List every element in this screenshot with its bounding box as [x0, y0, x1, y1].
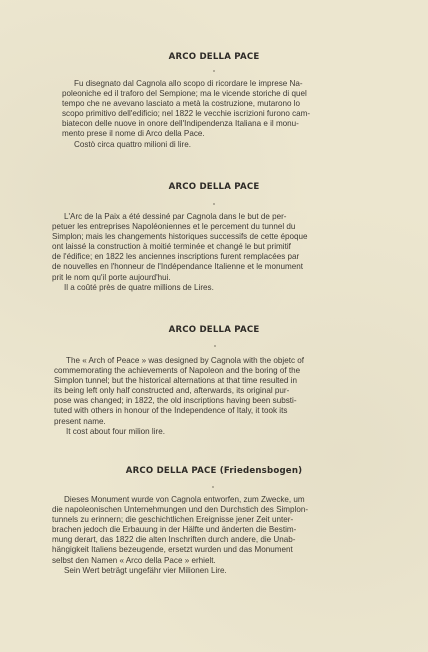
text-line: prit le nom qu'il porte aujourd'hui.	[52, 272, 171, 282]
text-line: petuer les entreprises Napoléoniennes et le percement du tunnel du	[52, 222, 296, 232]
text-line: Il a coûté près de quatre millions de Lires.	[64, 282, 214, 292]
text-line: Simplon tunnel; but the historical alternations at that time resulted in	[54, 376, 297, 386]
text-line: Costò circa quattro milioni di lire.	[74, 139, 191, 149]
section-french	[0, 182, 428, 293]
text-line: selbst den Namen « Arco della Pace » erhielt.	[52, 555, 216, 565]
text-line: pose was changed; in 1822, the old inscriptions having been substi-	[54, 396, 297, 406]
text-line: brachen jedoch die Erbauung in der Hälfte und änderten die Bestim-	[52, 525, 297, 535]
paper-speck	[214, 345, 216, 347]
paper-speck	[213, 203, 215, 205]
text-line: Dieses Monument wurde von Cagnola entworfen, zum Zwecke, um	[64, 495, 305, 504]
text-line: tempo che ne avevano lasciato a metà la costruzione, mutarono lo	[62, 99, 301, 109]
text-line: The « Arch of Peace » was designed by Cagnola with the objetc of	[66, 356, 305, 365]
text-line: Sein Wert beträgt ungefähr vier Milionen Lire.	[64, 565, 227, 575]
section-paragraph	[54, 356, 368, 437]
text-line: ont laissé la construction à moitié terminée et changé le but primitif	[52, 242, 291, 252]
section-heading: ARCO DELLA PACE (Friedensbogen)	[125, 466, 303, 476]
text-line: commemorating the achievements of Napoleon and the boring of the	[54, 366, 301, 376]
text-line: poleoniche ed il traforo del Sempione; ma le vicende storiche di quel	[62, 89, 307, 99]
section-heading: ARCO DELLA PACE	[168, 52, 260, 62]
text-line: de l'édifice; en 1822 les anciennes inscriptions furent remplacées par	[52, 252, 300, 262]
paper-speck	[212, 486, 214, 488]
text-line: scopo primitivo dell'edificio; nel 1822 le vecchie iscrizioni furono cam-	[62, 109, 311, 119]
text-line: It cost about four milion lire.	[66, 426, 165, 436]
text-line: mung derart, das 1822 die alten Inschriften durch andere, die Unab-	[52, 535, 296, 545]
text-line: de nouvelles en l'honneur de l'Indépendance Italienne et le monument	[52, 262, 304, 272]
section-german	[0, 466, 428, 576]
section-italian	[0, 52, 428, 150]
text-line: mento prese il nome di Arco della Pace.	[62, 129, 205, 139]
text-line: present name.	[54, 416, 106, 426]
text-line: its being left only half constructed and, afterwards, its original pur-	[54, 386, 290, 396]
section-paragraph	[62, 79, 360, 150]
text-line: biatecon delle nuove in onore dell'Indipendenza Italiana e il monu-	[62, 119, 299, 129]
text-line: die napoleonischen Unternehmungen und den Durchstich des Simplon-	[52, 505, 309, 515]
paper-speck	[213, 70, 215, 72]
section-heading: ARCO DELLA PACE	[168, 325, 260, 335]
text-line: tunnels zu erinnern; die geschichtlichen Ereignisse jener Zeit unter-	[52, 515, 294, 525]
text-line: Simplon; mais les changements historiques successifs de cette époque	[52, 232, 308, 242]
text-line: Fu disegnato dal Cagnola allo scopo di ricordare le imprese Na-	[74, 79, 303, 88]
section-english	[0, 325, 428, 437]
text-line: hängigkeit Italiens bezeugende, ersetzt wurden und das Monument	[52, 545, 293, 555]
text-line: L'Arc de la Paix a été dessiné par Cagnola dans le but de per-	[64, 212, 287, 221]
section-paragraph	[52, 495, 372, 576]
section-paragraph	[52, 212, 374, 293]
text-line: tuted with others in honour of the Independence of Italy, it took its	[54, 406, 288, 416]
section-heading: ARCO DELLA PACE	[168, 182, 260, 192]
